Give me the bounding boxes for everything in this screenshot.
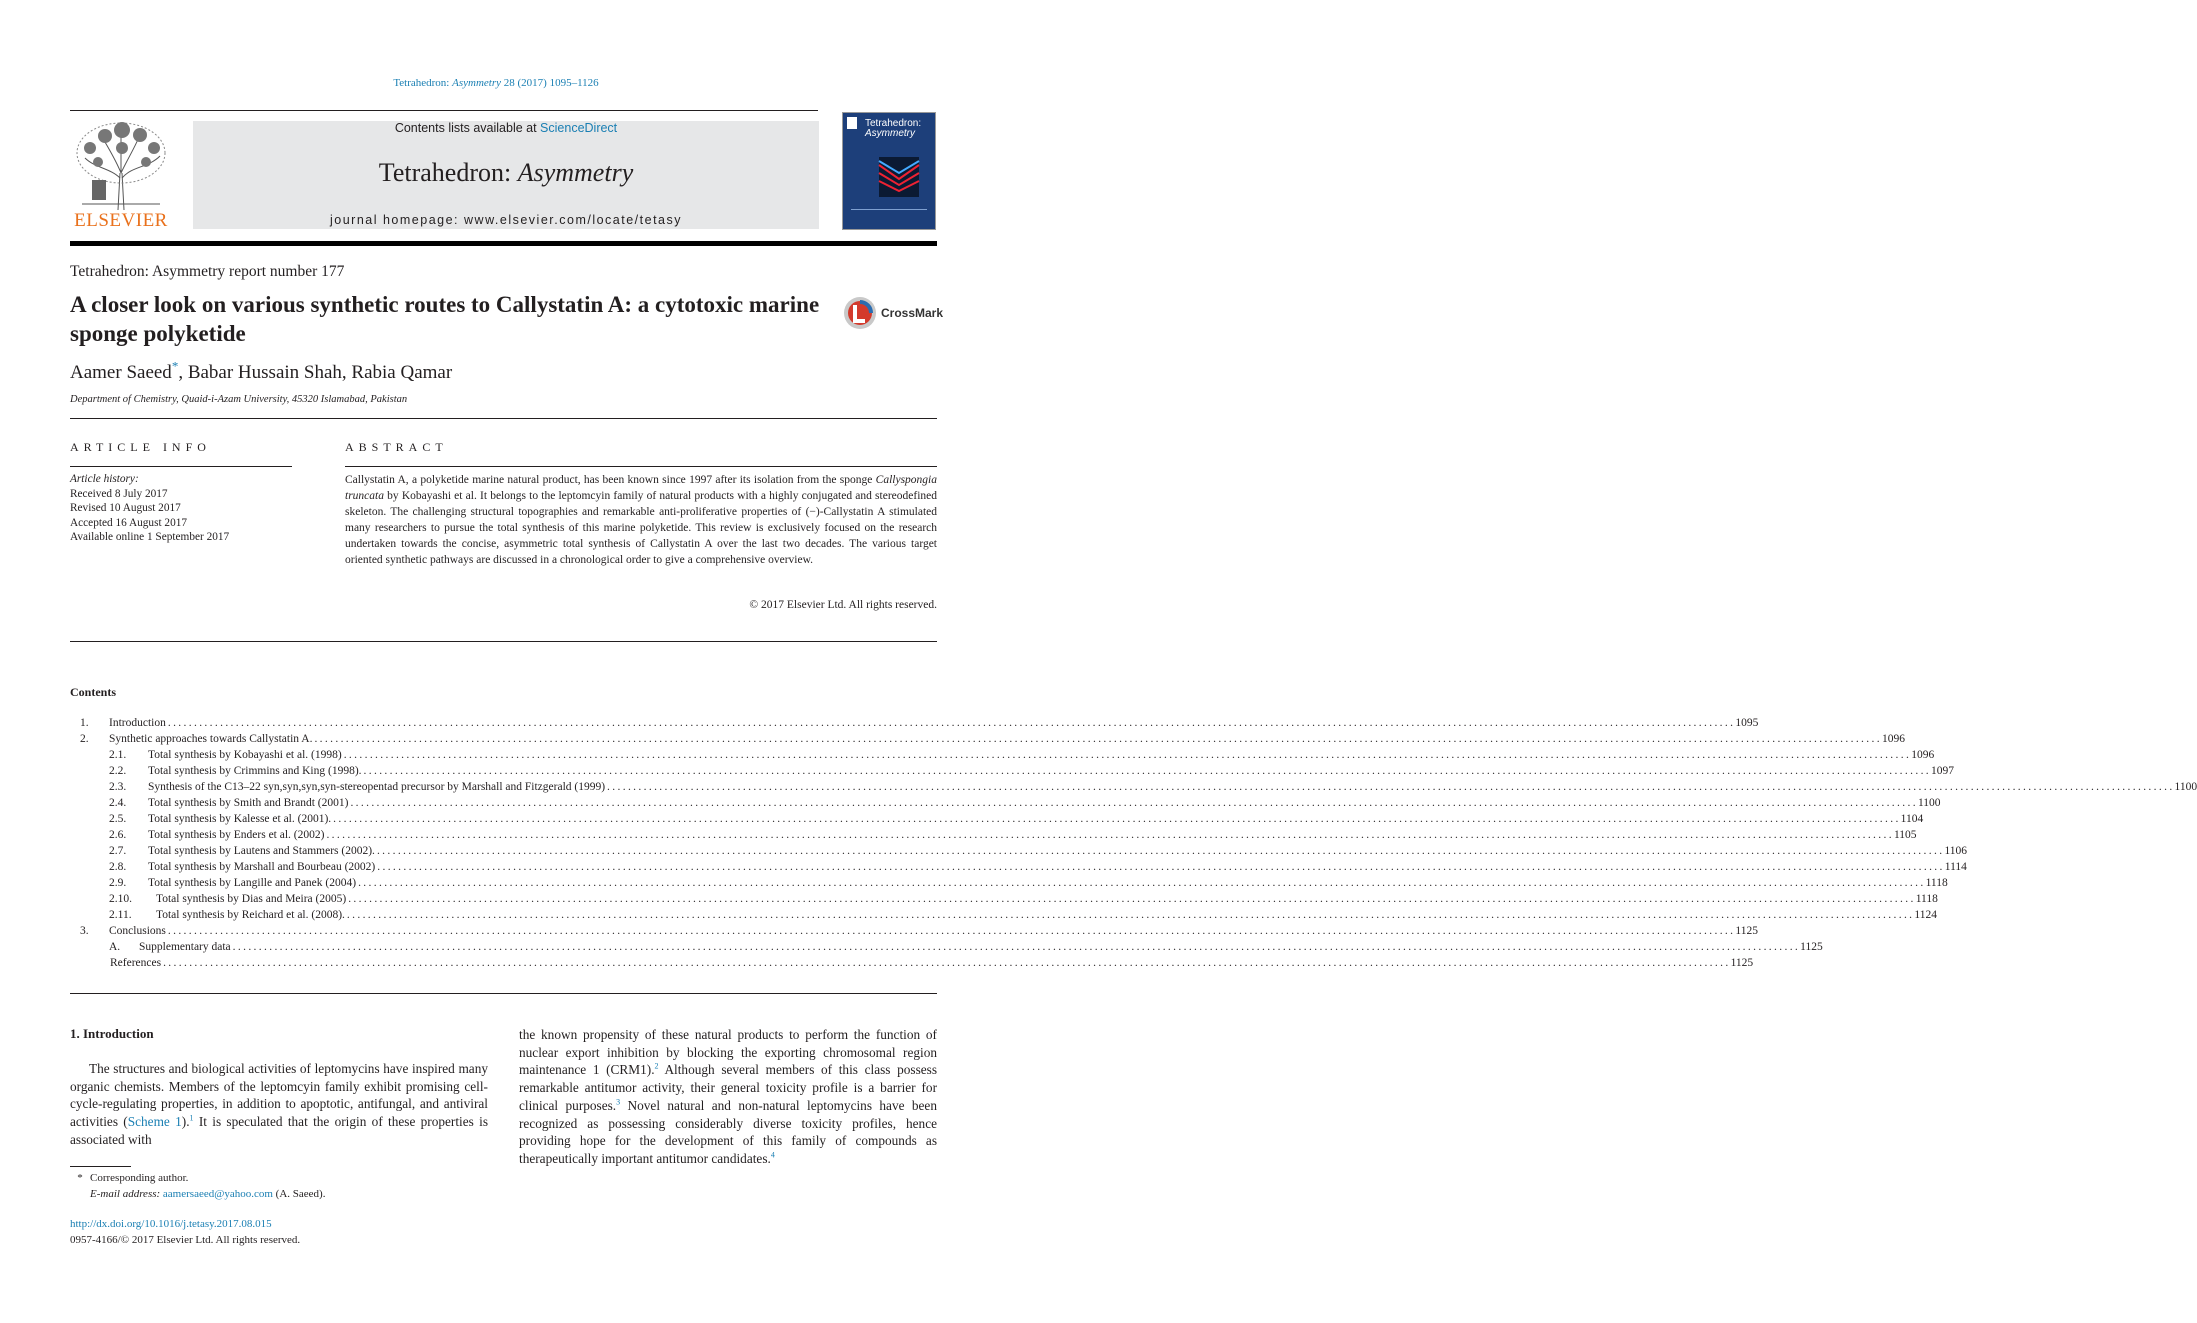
toc-entry-number: 2. [80, 733, 89, 745]
toc-entry-page: 1100 [2174, 781, 2197, 793]
toc-leader-dots: ............................................................................................................................................................................................................................................................................................................ [163, 957, 1731, 969]
cover-graphic-icon [879, 157, 919, 197]
toc-entry[interactable] [70, 731, 1905, 747]
article-info-heading: ARTICLE INFO [70, 440, 211, 454]
footnote-rule [70, 1166, 131, 1167]
toc-entry[interactable] [70, 907, 1937, 923]
toc-entry-number: 2.3. [109, 781, 127, 793]
toc-entry-number: 2.1. [109, 749, 127, 761]
reference-1-link[interactable]: 1 [189, 1113, 194, 1123]
toc-entry-title[interactable]: Total synthesis by Langille and Panek (2004) [148, 877, 357, 889]
toc-entry-title[interactable]: Synthetic approaches towards Callystatin A. [109, 733, 313, 745]
corresponding-footnote: * Corresponding author. E-mail address: aamersaeed@yahoo.com (A. Saeed). [70, 1170, 325, 1202]
elsevier-logo[interactable] [70, 118, 172, 232]
header-rule [70, 110, 818, 111]
author-list [70, 358, 453, 384]
journal-reference[interactable]: Tetrahedron: Asymmetry 28 (2017) 1095–1126 [393, 77, 599, 89]
report-number: Tetrahedron: Asymmetry report number 177 [70, 263, 345, 280]
contents-heading: Contents [70, 685, 117, 699]
toc-entry[interactable] [70, 795, 1941, 811]
toc-entry[interactable] [70, 843, 1968, 859]
toc-entry[interactable] [70, 715, 1759, 731]
author-name: Aamer Saeed [70, 362, 172, 383]
toc-leader-dots: ............................................................................................................................................................................................................................................................................................................ [167, 925, 1736, 937]
toc-entry-page: 1104 [1900, 813, 1924, 825]
article-title: A closer look on various synthetic routes to Callystatin A: a cytotoxic marine sponge polyketide [70, 292, 820, 346]
toc-entry-number: 2.8. [109, 861, 127, 873]
abstract-text: Callystatin A, a polyketide marine natural product, has been known since 1997 after its isolation from the sponge Callyspongia truncata by Kobayashi et al. It belongs to the leptomcyin family of natural products with a highly conjugated and stereodefined skeleton. The challenging structural topographies and remarkable anti-proliferative properties of (−)-Callystatin A stimulated many researchers to pursue the total synthesis of this marine polyketide. This review is exclusively focused on the research undertaken towards the concise, asymmetric total synthesis of Callystatin A over the last two decades. The various target oriented synthetic pathways are discussed in a chronological order to give a comprehensive overview. [345, 474, 937, 566]
journal-banner [193, 121, 819, 229]
crossmark-badge[interactable] [843, 296, 944, 330]
toc-entry[interactable] [70, 747, 1935, 763]
reference-4-link[interactable]: 4 [770, 1150, 775, 1160]
cover-line [851, 209, 927, 210]
issn-line: 0957-4166/© 2017 Elsevier Ltd. All rights reserved. [70, 1234, 301, 1246]
abstract-copyright: © 2017 Elsevier Ltd. All rights reserved. [749, 599, 937, 611]
toc-entry-title[interactable]: Total synthesis by Reichard et al. (2008). [156, 909, 345, 921]
toc-entry[interactable] [70, 923, 1758, 939]
reference-3-link[interactable]: 3 [616, 1097, 621, 1107]
toc-entry-page: 1096 [1911, 749, 1935, 761]
toc-entry-page: 1125 [1800, 941, 1823, 953]
toc-entry-number: 2.10. [109, 893, 132, 905]
toc-entry-title[interactable]: Total synthesis by Kalesse et al. (2001). [148, 813, 332, 825]
toc-entry-number: 3. [80, 925, 89, 937]
crossmark-icon [843, 296, 877, 330]
section-rule [70, 641, 937, 642]
toc-entry[interactable] [70, 875, 1948, 891]
toc-entry-title[interactable]: Supplementary data [139, 941, 231, 953]
toc-entry-number: 2.5. [109, 813, 127, 825]
toc-entry-title[interactable]: Introduction [109, 717, 166, 729]
sciencedirect-link[interactable]: ScienceDirect [540, 121, 618, 135]
cover-title: Tetrahedron: [865, 118, 922, 129]
intro-left-column: The structures and biological activities of leptomycins have inspired many organic chemists. Members of the leptomcyin family exhibit promising cell-cycle-regulating properties, in addition to apoptotic, antifungal, and antiviral activities (Scheme 1).$^1$ It is speculated that the origin of these properties is associated with [70, 1061, 488, 1147]
toc-entry-title[interactable]: Total synthesis by Enders et al. (2002) [148, 829, 325, 841]
toc-entry[interactable] [70, 955, 1754, 971]
toc-entry-title[interactable]: Total synthesis by Lautens and Stammers (2002). [148, 845, 375, 857]
toc-entry-number: 2.2. [109, 765, 127, 777]
toc-entry-title[interactable]: Total synthesis by Smith and Brandt (2001) [148, 797, 349, 809]
toc-leader-dots: ............................................................................................................................................................................................................................................................................................................ [314, 733, 1882, 745]
table-of-contents [70, 715, 2197, 971]
contents-available-line: Contents lists available at ScienceDirect [394, 121, 618, 135]
toc-leader-dots: ............................................................................................................................................................................................................................................................................................................ [376, 845, 1945, 857]
journal-homepage: journal homepage: www.elsevier.com/locate/tetasy [329, 213, 683, 227]
toc-entry[interactable] [70, 859, 1967, 875]
toc-entry-page: 1124 [1914, 909, 1937, 921]
received-date: Received 8 July 2017 [70, 487, 168, 500]
toc-entry-title[interactable]: Total synthesis by Crimmins and King (1998). [148, 765, 362, 777]
toc-entry[interactable] [70, 763, 1955, 779]
corresponding-author-mark[interactable]: * [171, 358, 179, 374]
header-thick-rule [70, 241, 937, 246]
introduction-heading: 1. Introduction [70, 1026, 154, 1041]
cover-logo-icon [847, 117, 857, 129]
coauthors: , Babar Hussain Shah, Rabia Qamar [178, 362, 453, 383]
toc-entry-page: 1114 [1944, 861, 1967, 873]
toc-entry-page: 1105 [1893, 829, 1917, 841]
toc-entry-title[interactable]: References [110, 957, 162, 969]
toc-entry-number: 2.7. [109, 845, 127, 857]
toc-entry-title[interactable]: Total synthesis by Kobayashi et al. (1998) [148, 749, 342, 761]
toc-entry[interactable] [70, 827, 1917, 843]
toc-leader-dots: ............................................................................................................................................................................................................................................................................................................ [346, 909, 1915, 921]
toc-leader-dots: ............................................................................................................................................................................................................................................................................................................ [358, 877, 1926, 889]
toc-entry-title[interactable]: Total synthesis by Dias and Meira (2005) [156, 893, 347, 905]
elsevier-tree-icon [70, 118, 172, 210]
article-history [70, 472, 229, 545]
cover-subtitle: Asymmetry [865, 128, 915, 139]
toc-leader-dots: ............................................................................................................................................................................................................................................................................................................ [333, 813, 1901, 825]
article-info-rule [70, 466, 292, 467]
section-rule [70, 418, 937, 419]
toc-entry-page: 1097 [1931, 765, 1955, 777]
crossmark-label: CrossMark [881, 306, 944, 320]
journal-name: Tetrahedron: Asymmetry [378, 158, 634, 187]
elsevier-wordmark: ELSEVIER [74, 210, 168, 231]
toc-entry-page: 1096 [1881, 733, 1905, 745]
doi-link[interactable]: http://dx.doi.org/10.1016/j.tetasy.2017.08.015 [70, 1218, 272, 1230]
toc-entry-page: 1125 [1735, 925, 1758, 937]
toc-leader-dots: ............................................................................................................................................................................................................................................................................................................ [343, 749, 1912, 761]
toc-entry-page: 1106 [1944, 845, 1968, 857]
toc-entry[interactable] [70, 939, 1823, 955]
footer [70, 1216, 300, 1248]
abstract-heading: ABSTRACT [345, 440, 448, 454]
footnote-mark: * [77, 1172, 83, 1184]
section-rule [70, 993, 937, 994]
toc-entry-page: 1118 [1915, 893, 1938, 905]
toc-entry-page: 1100 [1917, 797, 1941, 809]
footnote-corresponding: Corresponding author. [90, 1172, 189, 1184]
toc-entry-number: 2.11. [109, 909, 132, 921]
accepted-date: Accepted 16 August 2017 [70, 516, 188, 529]
toc-leader-dots: ............................................................................................................................................................................................................................................................................................................ [326, 829, 1894, 841]
affiliation: Department of Chemistry, Quaid-i-Azam University, 45320 Islamabad, Pakistan [70, 394, 408, 405]
toc-entry-title[interactable]: Synthesis of the C13–22 syn,syn,syn,syn-stereopentad precursor by Marshall and Fitzgerald (1999) [148, 781, 606, 793]
email-link[interactable]: aamersaeed@yahoo.com [162, 1188, 273, 1200]
toc-entry-page: 1118 [1925, 877, 1948, 889]
reference-2-link[interactable]: 2 [654, 1061, 659, 1071]
toc-entry-title[interactable]: Total synthesis by Marshall and Bourbeau (2002) [148, 861, 376, 873]
revised-date: Revised 10 August 2017 [70, 502, 181, 514]
toc-entry-page: 1125 [1730, 957, 1754, 969]
toc-leader-dots: ............................................................................................................................................................................................................................................................................................................ [377, 861, 1945, 873]
intro-right-column: the known propensity of these natural products to perform the function of nuclear export inhibition by blocking the exporting chromosomal region maintenance 1 (CRM1).$^2$ Although several members of this class possess remarkable antitumor activity, their general toxicity profile is a barrier for clinical purposes.$^3$ Novel natural and non-natural leptomycins have been recognized as possessing considerably diverse toxicity profiles, hence providing hope for the development of this family of compounds as therapeutically important antitumor candidates.$^4$ [519, 1027, 937, 1166]
toc-entry[interactable] [70, 891, 1938, 907]
toc-entry-number: 1. [80, 717, 89, 729]
toc-leader-dots: ............................................................................................................................................................................................................................................................................................................ [167, 717, 1736, 729]
email-label: E-mail address: [90, 1188, 163, 1200]
toc-entry-number: A. [109, 941, 121, 953]
toc-entry[interactable] [70, 779, 2197, 795]
toc-leader-dots: ............................................................................................................................................................................................................................................................................................................ [350, 797, 1918, 809]
toc-entry[interactable] [70, 811, 1924, 827]
journal-cover[interactable] [842, 112, 936, 230]
toc-leader-dots: ............................................................................................................................................................................................................................................................................................................ [348, 893, 1916, 905]
toc-leader-dots: ............................................................................................................................................................................................................................................................................................................ [232, 941, 1801, 953]
scheme-1-link[interactable]: Scheme 1 [127, 1114, 182, 1130]
homepage-link[interactable]: www.elsevier.com/locate/tetasy [464, 213, 683, 227]
online-date: Available online 1 September 2017 [70, 531, 230, 543]
toc-entry-number: 2.6. [109, 829, 127, 841]
abstract-rule [345, 466, 937, 467]
toc-leader-dots: ............................................................................................................................................................................................................................................................................................................ [607, 781, 2175, 793]
toc-entry-number: 2.9. [109, 877, 127, 889]
history-label: Article history: [70, 473, 139, 485]
species-name: Callyspongia truncata [345, 474, 937, 502]
toc-entry-title[interactable]: Conclusions [109, 925, 166, 937]
toc-entry-page: 1095 [1735, 717, 1759, 729]
toc-leader-dots: ............................................................................................................................................................................................................................................................................................................ [363, 765, 1932, 777]
toc-entry-number: 2.4. [109, 797, 127, 809]
